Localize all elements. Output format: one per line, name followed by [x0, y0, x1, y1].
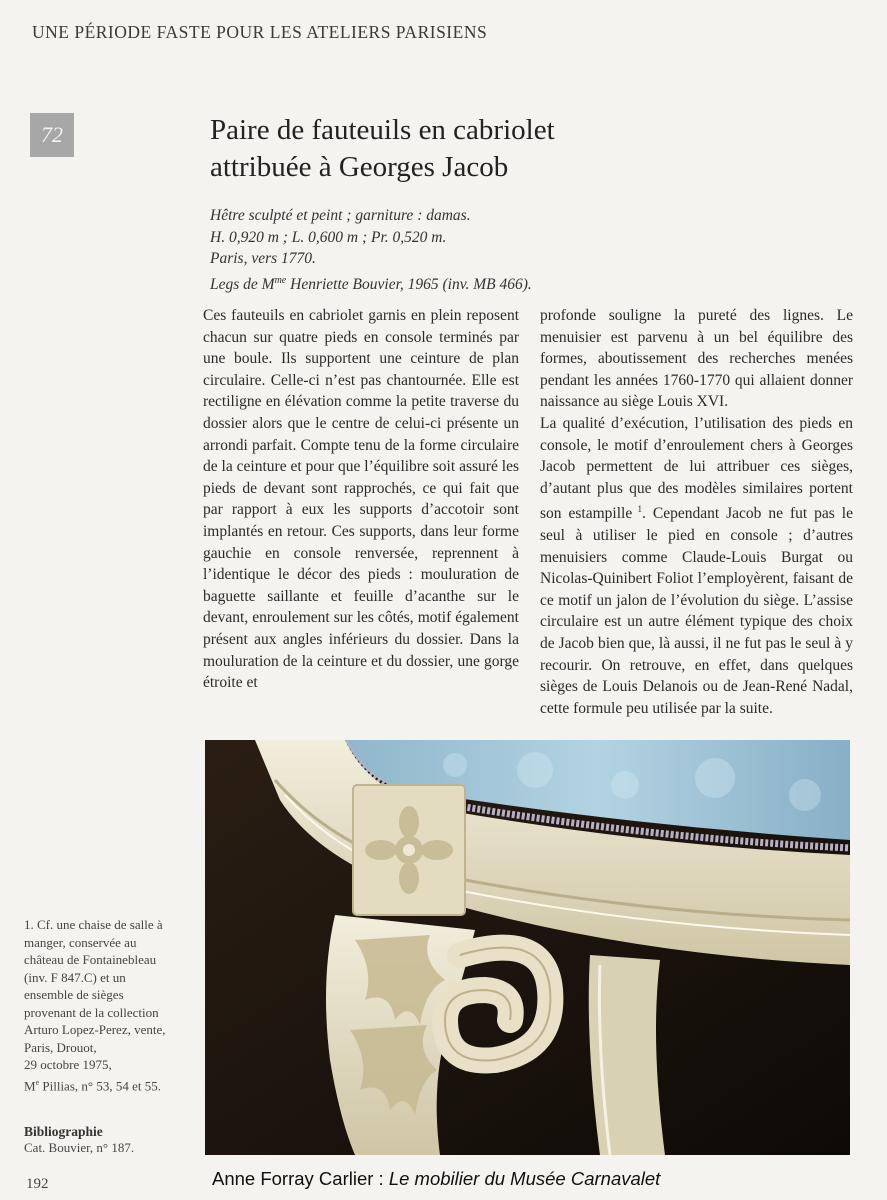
footnote-rest: Pillias, n° 53, 54 et 55. [39, 1077, 161, 1093]
footnote-line: 1. Cf. une chaise de salle à [24, 917, 163, 932]
body-text: La qualité d’exécution, l’utilisation des pieds en console, le motif d’enroulement chers à Georges Jacob permettent de lui attribuer ces sièges, d’autant plus que des modèles similaires portent son estampille [540, 414, 853, 523]
footnote-line: manger, conservée au [24, 934, 137, 950]
body-column-left [203, 305, 519, 694]
body-column-right [540, 305, 853, 719]
footnote-line: Paris, Drouot, [24, 1039, 97, 1055]
footnote-prefix: M [24, 1077, 36, 1093]
footnote [24, 916, 194, 1094]
bibliography-heading: Bibliographie [24, 1124, 103, 1139]
body-paragraph: Ces fauteuils en cabriolet garnis en plein reposent chacun sur quatre pieds en console terminés par une boule. Ils supportent une ceinture de plan circulaire. Celle-ci n’est pas chantournée. Elle est rectiligne en élévation comme la petite traverse du dossier alors que le centre de celui-ci présente un arrondi parfait. Compte tenu de la forme circulaire de la ceinture et pour que l’équilibre soit assuré les pieds de devant sont rapprochés, ce qui fait que par rapport à eux les supports d’accotoir sont implantés en retour. Ces supports, dans leur forme gauchie en console renversée, reprennent à l’identique le décor des pieds : mouluration de baguette saillante et feuille d’acanthe sur le devant, enroulement sur les côtés, motif également présent aux angles inférieurs du dossier. Dans la mouluration de la ceinture et du dossier, une gorge étroite et [203, 307, 519, 692]
provenance-line [210, 270, 730, 296]
body-paragraph: profonde souligne la pureté des lignes. Le menuisier est parvenu à un bel équilibre des formes, aboutissement des recherches menées pendant les années 1760-1770 qui allaient donner naissance au siège Louis XVI. [540, 307, 853, 411]
footnote-reference: 1 [637, 504, 643, 515]
title-line-2: attribuée à Georges Jacob [210, 151, 509, 183]
bibliography-text: Cat. Bouvier, n° 187. [24, 1140, 135, 1155]
title-line-1: Paire de fauteuils en cabriolet [210, 114, 555, 146]
entry-title [210, 112, 770, 186]
footnote-line: château de Fontainebleau [24, 952, 157, 967]
footnote-line: provenant de la collection [24, 1004, 159, 1020]
caption-author: Anne Forray Carlier : [212, 1168, 389, 1189]
body-paragraph [540, 413, 853, 719]
footnote-line: ensemble de sièges [24, 987, 124, 1002]
running-head: UNE PÉRIODE FASTE POUR LES ATELIERS PARISIENS [32, 22, 488, 42]
date-line: Paris, vers 1770. [210, 250, 316, 267]
footnote-superscript: e [35, 1077, 40, 1087]
dimensions-line: H. 0,920 m ; L. 0,600 m ; Pr. 0,520 m. [210, 228, 447, 246]
footnote-line [24, 1074, 194, 1095]
source-caption [212, 1168, 660, 1190]
provenance-prefix: Legs de M [210, 275, 275, 293]
object-metadata [210, 205, 730, 295]
armchair-detail-photo [205, 740, 850, 1155]
material-line: Hêtre sculpté et peint ; garniture : damas. [210, 207, 471, 224]
provenance-superscript: me [274, 274, 287, 286]
armchair-illustration [205, 740, 850, 1155]
catalog-number-badge: 72 [30, 113, 74, 157]
body-text: . Cependant Jacob ne fut pas le seul à utiliser le pied en console ; d’autres menuisiers comme Claude-Louis Burgat ou Nicolas-Quinibert Foliot l’employèrent, faisant de ce motif un jalon de l’évolution du siège. L’assise circulaire est un autre élément typique des choix de Jacob bien que, là aussi, il ne fut pas le seul à y recourir. On retrouve, en effet, dans quelques sièges de Louis Delanois ou de Jean-René Nadal, cette formule peu utilisée par la suite. [540, 505, 853, 717]
footnote-line: 29 octobre 1975, [24, 1057, 112, 1072]
page-number: 192 [26, 1176, 49, 1192]
provenance-rest: Henriette Bouvier, 1965 (inv. MB 466). [286, 275, 532, 293]
footnote-line: (inv. F 847.C) et un [24, 969, 126, 985]
footnote-line: Arturo Lopez-Perez, vente, [24, 1022, 166, 1037]
caption-title: Le mobilier du Musée Carnavalet [388, 1168, 661, 1189]
